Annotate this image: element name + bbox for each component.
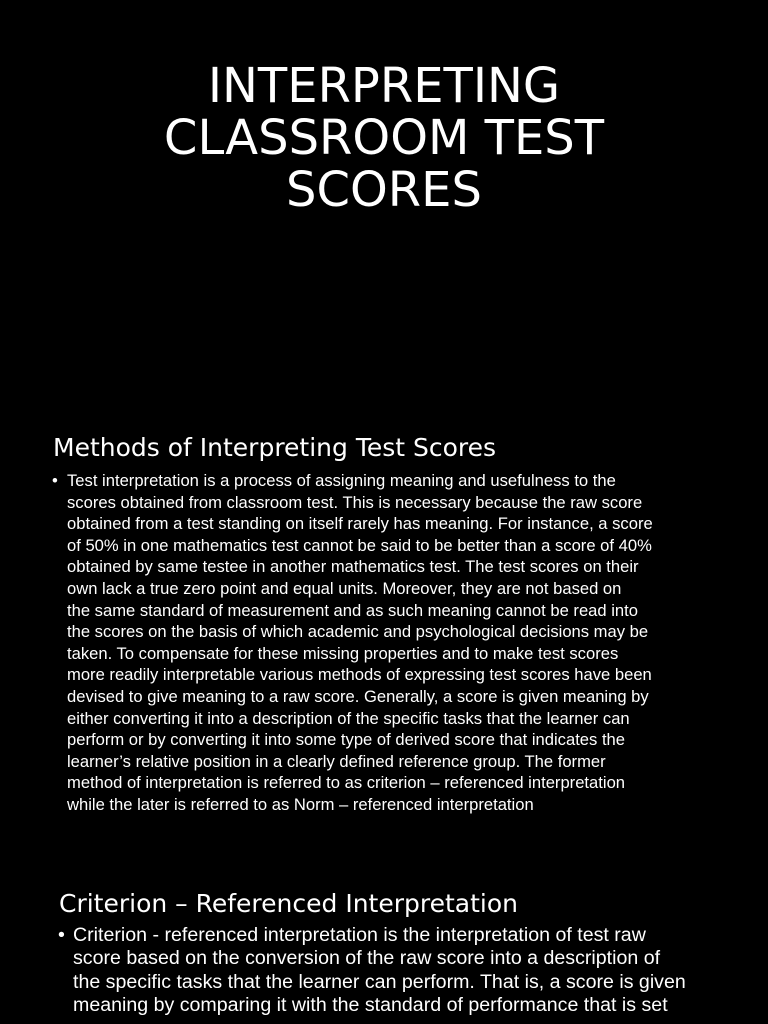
text-line: more readily interpretable various methods of expressing test scores have been — [67, 665, 652, 685]
text-line: the scores on the basis of which academic and psychological decisions may be — [67, 622, 649, 642]
text-line: the specific tasks that the learner can perform. That is, a score is given — [73, 970, 686, 993]
bullet-item — [58, 924, 718, 1018]
text-line: scores obtained from classroom test. This is necessary because the raw score — [67, 492, 643, 512]
text-line: devised to give meaning to a raw score. Generally, a score is given meaning by — [67, 686, 649, 706]
text-line: own lack a true zero point and equal units. Moreover, they are not based on — [67, 578, 622, 598]
presentation-title — [0, 60, 768, 216]
text-line: Criterion - referenced interpretation is the interpretation of test raw — [73, 924, 646, 946]
slide-title — [0, 0, 768, 420]
text-line: learner’s relative position in a clearly defined reference group. The former — [67, 751, 606, 771]
text-line: obtained from a test standing on itself rarely has meaning. For instance, a score — [67, 514, 653, 534]
title-line: SCORES — [286, 162, 482, 218]
text-line: the same standard of measurement and as such meaning cannot be read into — [67, 600, 638, 620]
bullet-item — [52, 470, 712, 816]
title-line: CLASSROOM TEST — [163, 110, 605, 166]
bullet-icon: • — [52, 471, 58, 490]
text-line: either converting it into a description of the specific tasks that the learner can — [67, 708, 630, 728]
bullet-icon: • — [58, 924, 65, 946]
title-line: INTERPRETING — [207, 58, 561, 114]
slide-criterion — [0, 870, 768, 1024]
text-line: taken. To compensate for these missing properties and to make test scores — [67, 643, 619, 663]
slide-heading: Methods of Interpreting Test Scores — [53, 433, 497, 462]
slide-heading: Criterion – Referenced Interpretation — [59, 889, 518, 918]
text-line: method of interpretation is referred to as criterion – referenced interpretation — [67, 773, 626, 793]
text-line: score based on the conversion of the raw score into a description of — [73, 947, 661, 970]
text-line: obtained by same testee in another mathematics test. The test scores on their — [67, 557, 639, 577]
bullet-list — [58, 924, 718, 1018]
text-line: of 50% in one mathematics test cannot be said to be better than a score of 40% — [67, 535, 652, 555]
slide-methods — [0, 420, 768, 870]
text-line: while the later is referred to as Norm – referenced interpretation — [67, 794, 534, 814]
text-line: perform or by converting it into some type of derived score that indicates the — [67, 730, 626, 750]
text-line: meaning by comparing it with the standard of performance that is set — [73, 994, 668, 1017]
text-line: Test interpretation is a process of assigning meaning and usefulness to the — [67, 471, 616, 490]
bullet-list — [52, 470, 712, 816]
